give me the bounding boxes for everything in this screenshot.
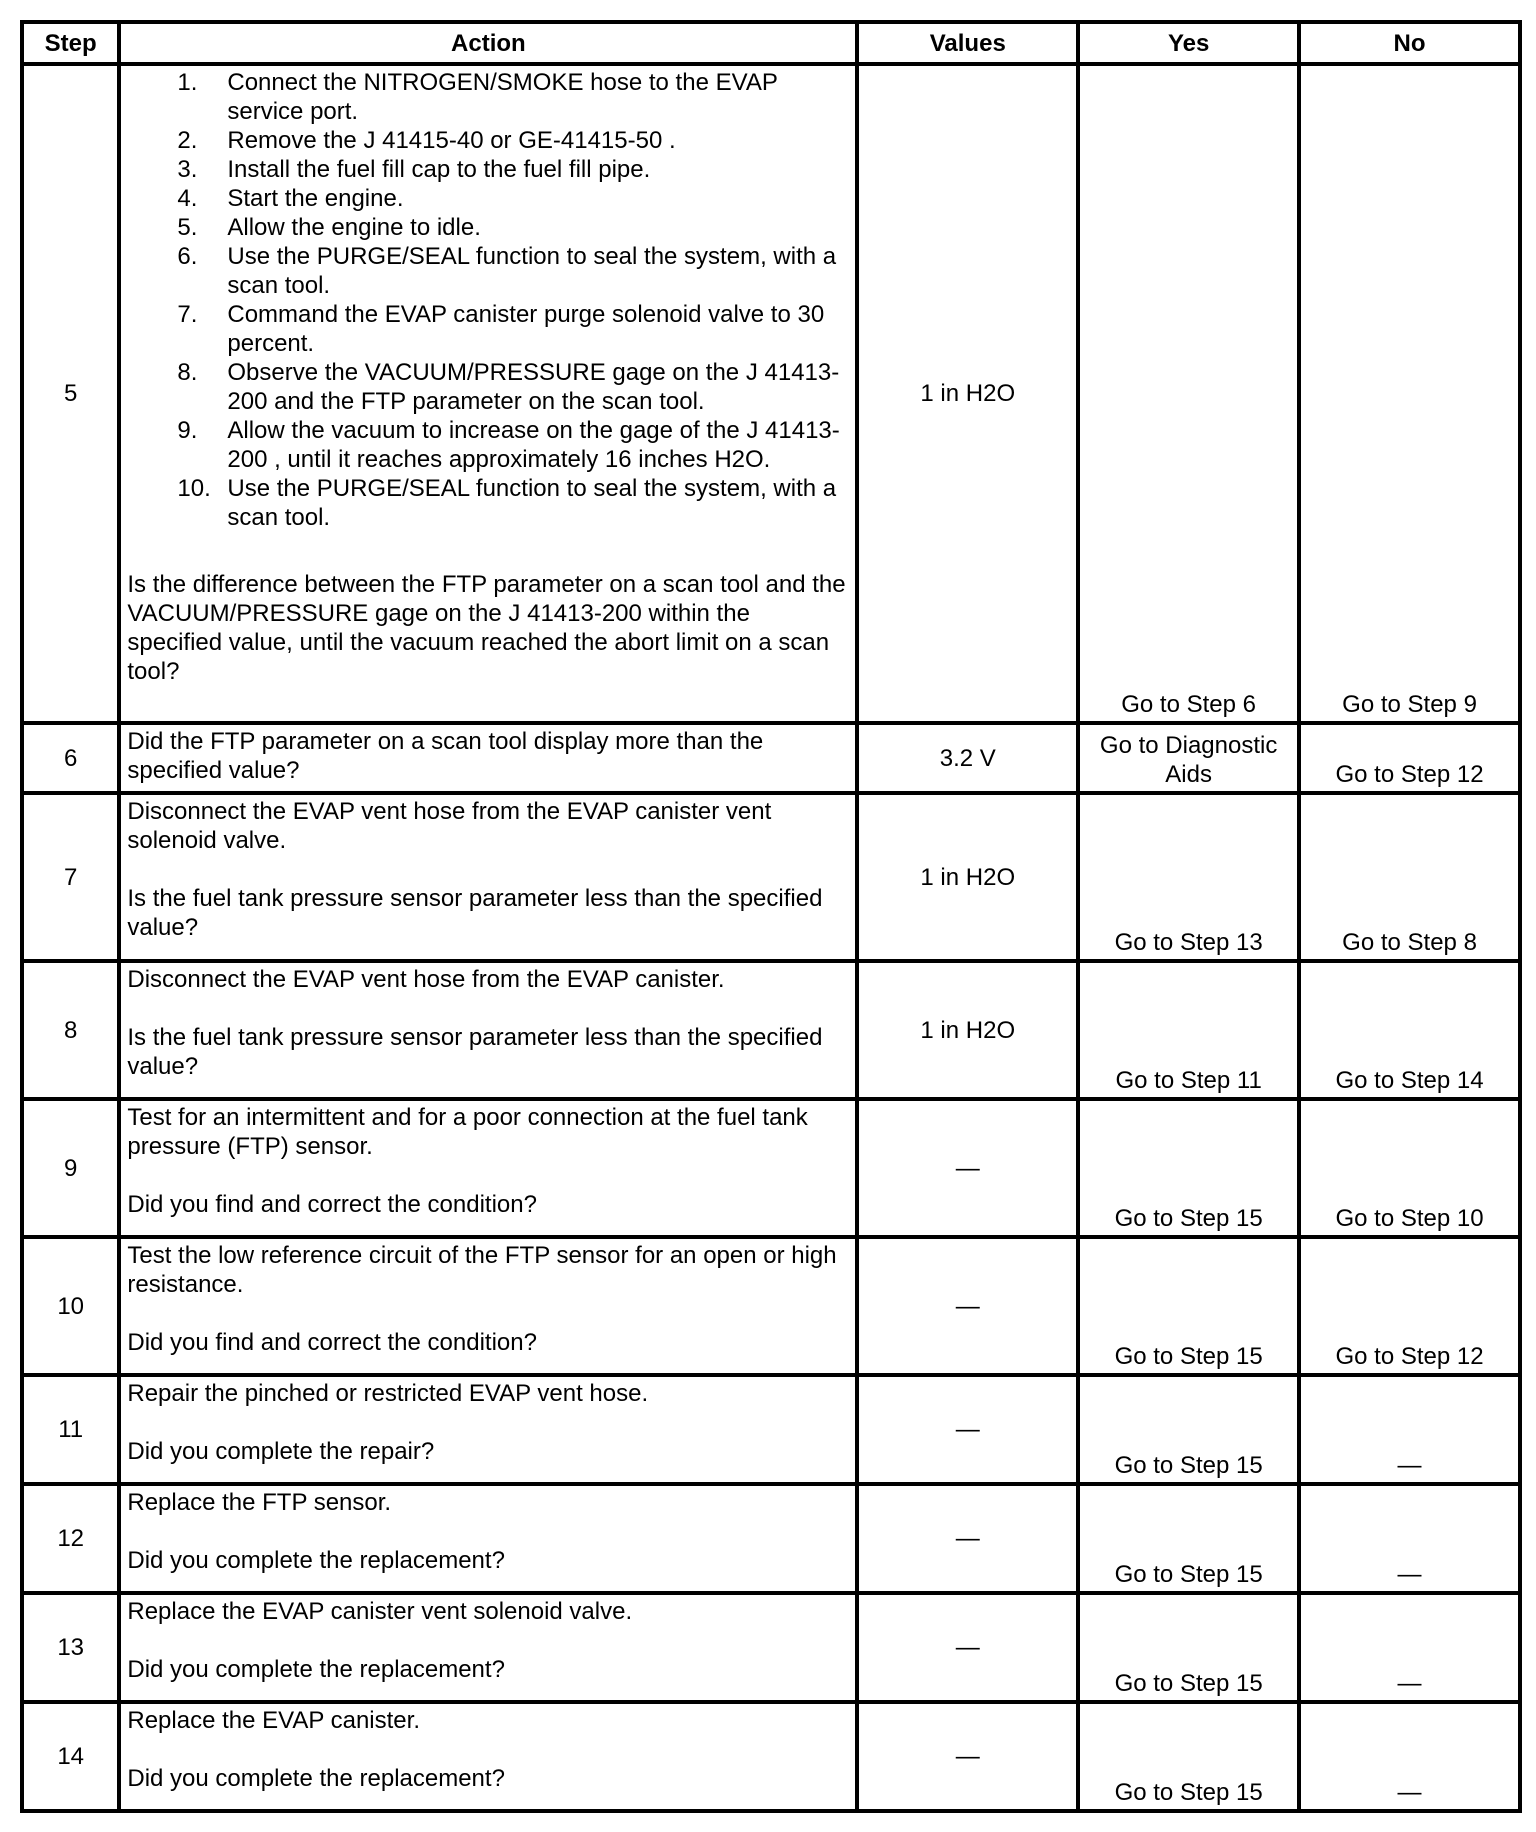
action-cell [119,1237,857,1375]
yes-cell: Go to Step 13 [1078,793,1299,961]
step-number: 10 [22,1237,119,1375]
list-item [127,474,849,532]
action-cell [119,1375,857,1484]
list-item [127,300,849,358]
list-text: Connect the NITROGEN/SMOKE hose to the EVAP service port. [227,69,778,125]
action-text: Disconnect the EVAP vent hose from the EVAP canister. [127,966,725,993]
values-cell: — [857,1484,1078,1593]
list-item [127,242,849,300]
question-text: Is the fuel tank pressure sensor parameter less than the specified value? [127,1024,823,1080]
action-cell [119,64,857,723]
list-number: 8. [177,359,198,386]
table-row [22,1702,1520,1811]
procedure-list [127,68,849,532]
action-text: Replace the EVAP canister vent solenoid valve. [127,1598,633,1625]
yes-cell: Go to Step 11 [1078,961,1299,1099]
list-number: 10. [177,475,211,502]
list-text: Remove the J 41415-40 or GE-41415-50 . [227,127,676,154]
list-number: 5. [177,214,198,241]
step-number: 14 [22,1702,119,1811]
no-cell: — [1299,1484,1520,1593]
yes-cell: Go to Diagnostic Aids [1078,723,1299,793]
action-cell [119,961,857,1099]
action-text: Replace the EVAP canister. [127,1707,420,1734]
yes-cell: Go to Step 15 [1078,1702,1299,1811]
diagnostic-table [20,20,1522,1813]
values-cell: 1 in H2O [857,793,1078,961]
no-cell: — [1299,1702,1520,1811]
action-text: Repair the pinched or restricted EVAP vent hose. [127,1380,649,1407]
step-number: 9 [22,1099,119,1237]
question-text: Did you find and correct the condition? [127,1191,537,1218]
table-row [22,1237,1520,1375]
yes-cell: Go to Step 6 [1078,64,1299,723]
list-item [127,213,849,242]
action-cell [119,1593,857,1702]
question-text: Did you complete the replacement? [127,1547,505,1574]
question-text: Is the difference between the FTP parameter on a scan tool and the VACUUM/PRESSURE gage on the J 41413-200 within the specified value, until the vacuum reached the abort limit on a scan tool? [127,571,846,685]
action-text: Test for an intermittent and for a poor connection at the fuel tank pressure (FTP) sensor. [127,1104,808,1160]
values-cell: 1 in H2O [857,64,1078,723]
step-number: 6 [22,723,119,793]
yes-cell: Go to Step 15 [1078,1593,1299,1702]
table-row [22,723,1520,793]
header-step: Step [22,22,119,64]
list-number: 6. [177,243,198,270]
list-number: 9. [177,417,198,444]
no-cell: Go to Step 10 [1299,1099,1520,1237]
no-cell: Go to Step 14 [1299,961,1520,1099]
header-row [22,22,1520,64]
question-text: Is the fuel tank pressure sensor parameter less than the specified value? [127,885,823,941]
values-cell: — [857,1237,1078,1375]
header-action: Action [119,22,857,64]
values-cell: 1 in H2O [857,961,1078,1099]
list-text: Use the PURGE/SEAL function to seal the system, with a scan tool. [227,243,837,299]
no-cell: — [1299,1593,1520,1702]
list-number: 1. [177,69,198,96]
header-values: Values [857,22,1078,64]
question-text: Did you complete the replacement? [127,1656,505,1683]
no-cell: Go to Step 12 [1299,723,1520,793]
list-item [127,126,849,155]
values-cell: — [857,1593,1078,1702]
header-no: No [1299,22,1520,64]
list-number: 4. [177,185,198,212]
no-cell: Go to Step 12 [1299,1237,1520,1375]
table-row [22,961,1520,1099]
list-number: 7. [177,301,198,328]
no-cell: — [1299,1375,1520,1484]
values-cell: 3.2 V [857,723,1078,793]
action-cell [119,1099,857,1237]
list-item [127,184,849,213]
table-row [22,1099,1520,1237]
question-text: Did you complete the replacement? [127,1765,505,1792]
list-text: Start the engine. [227,185,404,212]
question-text: Did you complete the repair? [127,1438,435,1465]
action-text: Test the low reference circuit of the FTP sensor for an open or high resistance. [127,1242,837,1298]
list-text: Observe the VACUUM/PRESSURE gage on the J 41413-200 and the FTP parameter on the scan tool. [227,359,840,415]
action-cell [119,1702,857,1811]
step-number: 11 [22,1375,119,1484]
list-item [127,416,849,474]
no-cell: Go to Step 9 [1299,64,1520,723]
list-text: Use the PURGE/SEAL function to seal the system, with a scan tool. [227,475,837,531]
values-cell: — [857,1375,1078,1484]
list-text: Install the fuel fill cap to the fuel fill pipe. [227,156,651,183]
table-row [22,1484,1520,1593]
action-text: Disconnect the EVAP vent hose from the EVAP canister vent solenoid valve. [127,798,772,854]
table-row [22,1375,1520,1484]
values-cell: — [857,1702,1078,1811]
table-row [22,793,1520,961]
list-text: Command the EVAP canister purge solenoid valve to 30 percent. [227,301,825,357]
values-cell: — [857,1099,1078,1237]
step-number: 5 [22,64,119,723]
header-yes: Yes [1078,22,1299,64]
list-item [127,155,849,184]
action-text: Replace the FTP sensor. [127,1489,392,1516]
list-number: 3. [177,156,198,183]
step-number: 7 [22,793,119,961]
yes-cell: Go to Step 15 [1078,1484,1299,1593]
action-cell [119,793,857,961]
step-number: 8 [22,961,119,1099]
no-cell: Go to Step 8 [1299,793,1520,961]
list-text: Allow the engine to idle. [227,214,481,241]
table-row [22,1593,1520,1702]
question-text: Did the FTP parameter on a scan tool display more than the specified value? [127,728,764,784]
action-cell [119,1484,857,1593]
yes-cell: Go to Step 15 [1078,1375,1299,1484]
yes-cell: Go to Step 15 [1078,1237,1299,1375]
action-cell [119,723,857,793]
list-text: Allow the vacuum to increase on the gage of the J 41413-200 , until it reaches approximately 16 inches H2O. [227,417,840,473]
step-number: 12 [22,1484,119,1593]
yes-cell: Go to Step 15 [1078,1099,1299,1237]
question-text: Did you find and correct the condition? [127,1329,537,1356]
list-number: 2. [177,127,198,154]
table-row [22,64,1520,723]
diagnostic-table-container [20,20,1522,1813]
list-item [127,358,849,416]
step-number: 13 [22,1593,119,1702]
list-item [127,68,849,126]
